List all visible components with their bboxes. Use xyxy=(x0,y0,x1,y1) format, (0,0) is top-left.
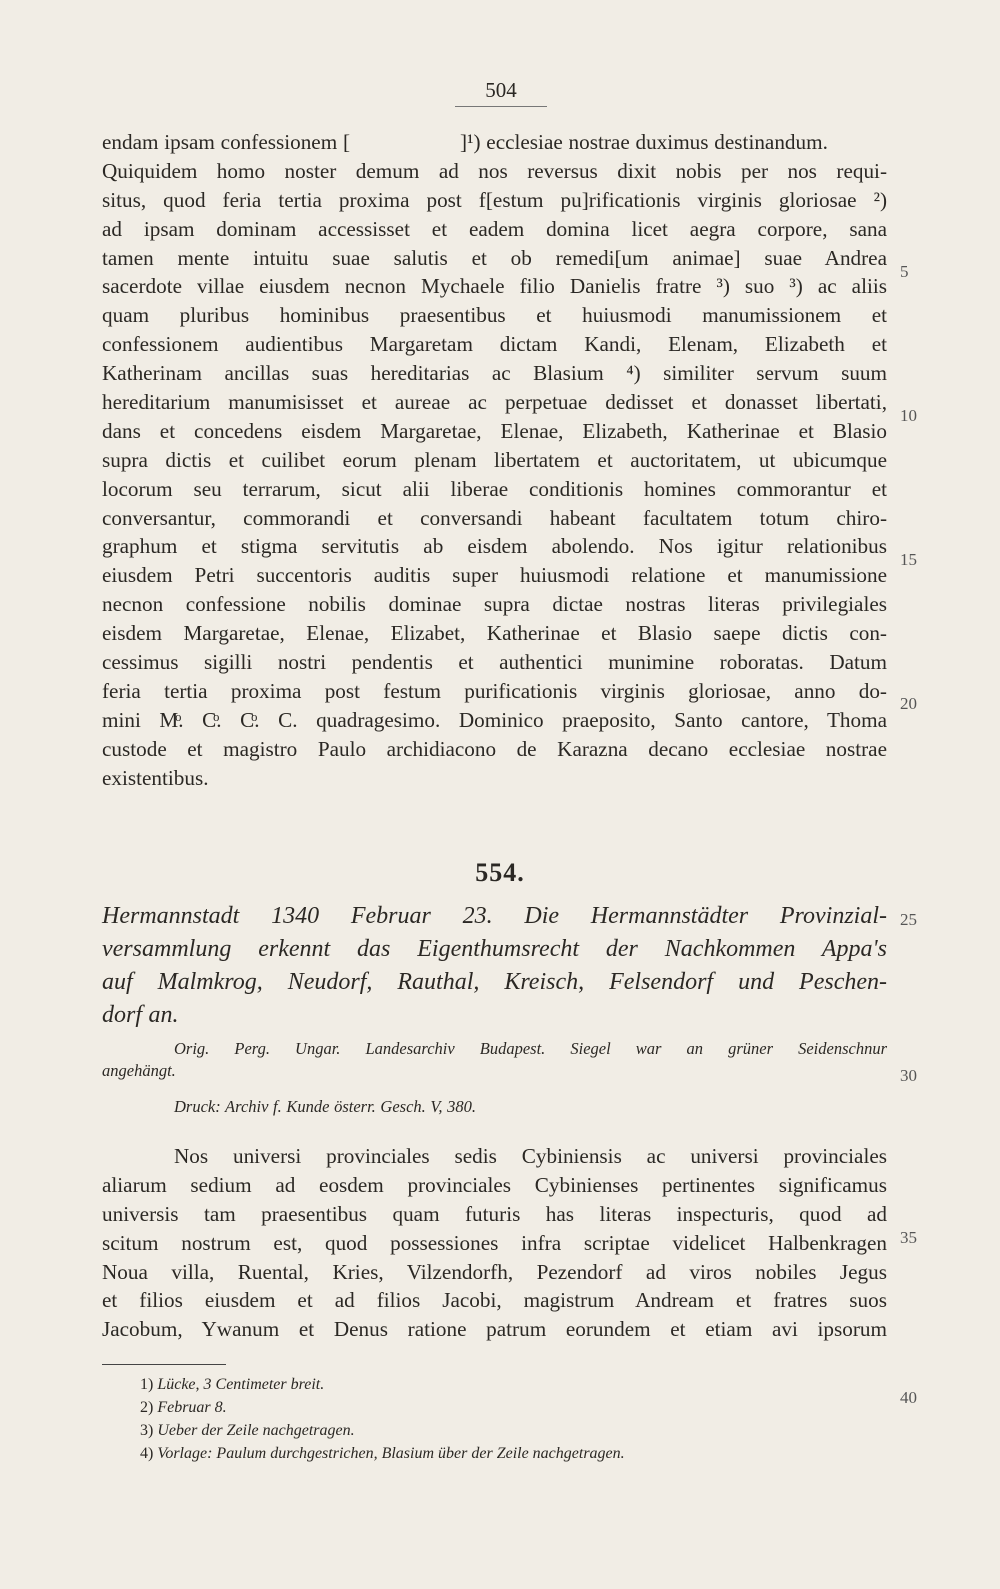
line-number: 35 xyxy=(900,1228,917,1247)
regest xyxy=(102,900,887,1032)
page-number: 504 xyxy=(455,78,547,107)
source-note xyxy=(102,1038,887,1082)
text-line: hereditarium manumisisset et aureae ac perpetuae dedisset et donasset libertati, xyxy=(102,390,887,415)
text-line: Katherinam ancillas suas hereditarias ac Blasium ⁴) similiter servum suum xyxy=(102,361,887,386)
footnotes xyxy=(140,1373,900,1465)
footnote-divider xyxy=(102,1364,226,1365)
footnote-text: Lücke, 3 Centimeter breit. xyxy=(157,1376,325,1393)
footnote-3 xyxy=(140,1419,900,1442)
line-number: 10 xyxy=(900,406,917,425)
text-line: Quiquidem homo noster demum ad nos reversus dixit nobis per nos requi- xyxy=(102,158,887,183)
text-line: endam ipsam confessionem [ ]¹) ecclesiae nostrae duximus destinandum. xyxy=(102,130,828,154)
text-line: custode et magistro Paulo archidiacono de Karazna decano ecclesiae nostrae xyxy=(102,736,887,761)
print-note xyxy=(102,1096,887,1118)
text-line: situs, quod feria tertia proxima post f[estum pu]rificationis virginis gloriosae ²) xyxy=(102,187,887,212)
paragraph-2 xyxy=(102,1142,887,1344)
line-number: 20 xyxy=(900,694,917,713)
regest-line: auf Malmkrog, Neudorf, Rauthal, Kreisch, Felsendorf und Peschen- xyxy=(102,969,887,995)
text-line: graphum et stigma servitutis ab eisdem abolendo. Nos igitur relationibus xyxy=(102,534,887,559)
footnote-mark: 1) xyxy=(140,1376,154,1393)
regest-line: dorf an. xyxy=(102,1002,179,1028)
line-number: 15 xyxy=(900,550,917,569)
footnote-text: Ueber der Zeile nachgetragen. xyxy=(157,1422,355,1439)
text-line: supra dictis et cuilibet eorum plenam libertatem et auctoritatem, ut ubicumque xyxy=(102,447,887,472)
text-line: Jacobum, Ywanum et Denus ratione patrum eorundem et etiam avi ipsorum xyxy=(102,1317,887,1342)
footnote-text: Vorlage: Paulum durchgestrichen, Blasium über der Zeile nachgetragen. xyxy=(157,1445,625,1462)
line-number: 40 xyxy=(900,1388,917,1407)
document-number: 554. xyxy=(475,858,525,887)
footnote-mark: 2) xyxy=(140,1399,154,1416)
text-line: locorum seu terrarum, sicut alii liberae conditionis homines commorantur et xyxy=(102,476,887,501)
source-line: angehängt. xyxy=(102,1061,176,1080)
print-line: Druck: Archiv f. Kunde österr. Gesch. V, 380. xyxy=(174,1097,476,1116)
text-line: eiusdem Petri succentoris auditis super huiusmodi relatione et manumissione xyxy=(102,563,887,588)
footnote-4 xyxy=(140,1442,900,1465)
footnote-mark: 3) xyxy=(140,1422,154,1439)
text-line: mini Mͦ. Cͦ. Cͦ. C. quadragesimo. Dominico praeposito, Santo cantore, Thoma xyxy=(102,707,887,732)
text-line: universis tam praesentibus quam futuris has literas inspecturis, quod ad xyxy=(102,1201,887,1226)
text-line: quam pluribus hominibus praesentibus et huiusmodi manumissionem et xyxy=(102,303,887,328)
text-line: confessionem audientibus Margaretam dictam Kandi, Elenam, Elizabeth et xyxy=(102,332,887,357)
text-line: scitum nostrum est, quod possessiones infra scriptae videlicet Halbenkragen xyxy=(102,1230,887,1255)
footnote-text: Februar 8. xyxy=(157,1399,227,1416)
text-line: eisdem Margaretae, Elenae, Elizabet, Katherinae et Blasio saepe dictis con- xyxy=(102,621,887,646)
line-number: 30 xyxy=(900,1066,917,1085)
source-line: Orig. Perg. Ungar. Landesarchiv Budapest. Siegel war an grüner Seidenschnur xyxy=(174,1039,887,1058)
regest-line: versammlung erkennt das Eigenthumsrecht der Nachkommen Appa's xyxy=(102,936,887,962)
paragraph-1 xyxy=(102,128,887,792)
footnote-2 xyxy=(140,1396,900,1419)
text-line: feria tertia proxima post festum purificationis virginis gloriosae, anno do- xyxy=(102,678,887,703)
text-line: ad ipsam dominam accessisset et eadem domina licet aegra corpore, sana xyxy=(102,216,887,241)
text-line: cessimus sigilli nostri pendentis et authentici munimine roboratas. Datum xyxy=(102,650,887,675)
text-line: et filios eiusdem et ad filios Jacobi, magistrum Andream et fratres suos xyxy=(102,1288,887,1313)
text-line: Noua villa, Ruental, Kries, Vilzendorfh, Pezendorf ad viros nobiles Jegus xyxy=(102,1259,887,1284)
text-line: Nos universi provinciales sedis Cybiniensis ac universi provinciales xyxy=(174,1144,887,1168)
text-line: tamen mente intuitu suae salutis et ob remedi[um animae] suae Andrea xyxy=(102,245,887,270)
footnote-mark: 4) xyxy=(140,1445,154,1462)
line-number: 25 xyxy=(900,910,917,929)
text-line: necnon confessione nobilis dominae supra dictae nostras literas privilegiales xyxy=(102,592,887,617)
text-line: dans et concedens eisdem Margaretae, Elenae, Elizabeth, Katherinae et Blasio xyxy=(102,418,887,443)
text-line: existentibus. xyxy=(102,765,209,790)
text-line: conversantur, commorandi et conversandi habeant facultatem totum chiro- xyxy=(102,505,887,530)
footnote-1 xyxy=(140,1373,900,1396)
text-line: sacerdote villae eiusdem necnon Mychaele filio Danielis fratre ³) suo ³) ac aliis xyxy=(102,274,887,299)
regest-line: Hermannstadt 1340 Februar 23. Die Hermannstädter Provinzial- xyxy=(102,903,887,929)
line-number: 5 xyxy=(900,262,909,281)
text-line: aliarum sedium ad eosdem provinciales Cybinienses pertinentes significamus xyxy=(102,1172,887,1197)
